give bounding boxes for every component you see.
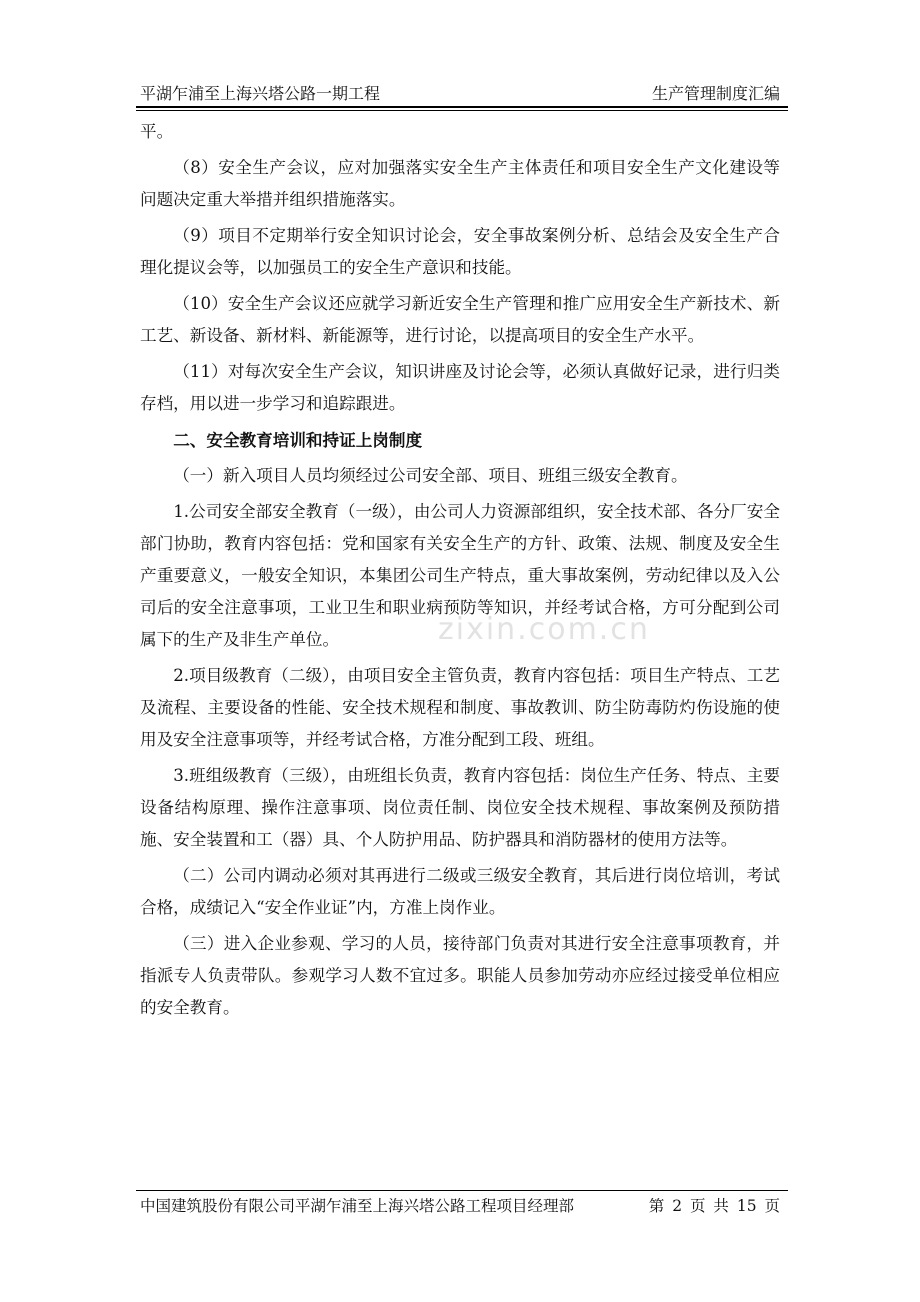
header-document-title: 生产管理制度汇编 [651,84,780,103]
header-project-title: 平湖乍浦至上海兴塔公路一期工程 [140,84,381,103]
document-body [140,116,780,1028]
paragraph-item-8: （8）安全生产会议，应对加强落实安全生产主体责任和项目安全生产文化建设等问题决定重大举措并组织措施落实。 [140,157,780,209]
page-header [140,82,780,106]
footer-organization: 中国建筑股份有限公司平湖乍浦至上海兴塔公路工程项目经理部 [140,1197,575,1215]
paragraph-item-9: （9）项目不定期举行安全知识讨论会，安全事故案例分析、总结会及安全生产合理化提议会等，以加强员工的安全生产意识和技能。 [140,225,780,277]
paragraph-subsection-2: （二）公司内调动必须对其再进行二级或三级安全教育，其后进行岗位培训，考试合格，成绩记入“安全作业证”内，方准上岗作业。 [140,866,780,918]
paragraph-continuation: 平。 [140,122,174,141]
header-rule-thin [136,110,788,111]
paragraph-subsection-3: （三）进入企业参观、学习的人员，接待部门负责对其进行安全注意事项教育，并指派专人负责带队。参观学习人数不宜过多。职能人员参加劳动亦应经过接受单位相应的安全教育。 [140,934,780,1018]
footer-rule [136,1190,788,1191]
section-heading: 二、安全教育培训和持证上岗制度 [173,429,423,450]
paragraph-level-2-education: 2.项目级教育（二级），由项目安全主管负责，教育内容包括：项目生产特点、工艺及流程、主要设备的性能、安全技术规程和制度、事故教训、防尘防毒防灼伤设施的使用及安全注意事项等，并经考试合格，方准分配到工段、班组。 [140,665,780,750]
paragraph-level-3-education: 3.班组级教育（三级），由班组长负责，教育内容包括：岗位生产任务、特点、主要设备结构原理、操作注意事项、岗位责任制、岗位安全技术规程、事故案例及预防措施、安全装置和工（器）具、个人防护用品、防护器具和消防器材的使用方法等。 [140,765,780,850]
paragraph-level-1-education: 1.公司安全部安全教育（一级），由公司人力资源部组织，安全技术部、各分厂安全部门协助，教育内容包括：党和国家有关安全生产的方针、政策、法规、制度及安全生产重要意义，一般安全知识，本集团公司生产特点，重大事故案例，劳动纪律以及入公司后的安全注意事项，工业卫生和职业病预防等知识，并经考试合格，方可分配到公司属下的生产及非生产单位。 [140,501,780,649]
page-number: 第 2 页 共 15 页 [648,1197,780,1215]
watermark: zixin.com.cn [438,612,650,647]
paragraph-subsection-1: （一）新入项目人员均须经过公司安全部、项目、班组三级安全教育。 [173,465,688,485]
page-footer [140,1193,780,1219]
paragraph-item-10: （10）安全生产会议还应就学习新近安全生产管理和推广应用安全生产新技术、新工艺、新设备、新材料、新能源等，进行讨论，以提高项目的安全生产水平。 [140,293,780,345]
header-rule-thick [136,106,788,108]
paragraph-item-11: （11）对每次安全生产会议，知识讲座及讨论会等，必须认真做好记录，进行归类存档，用以进一步学习和追踪跟进。 [140,361,780,413]
